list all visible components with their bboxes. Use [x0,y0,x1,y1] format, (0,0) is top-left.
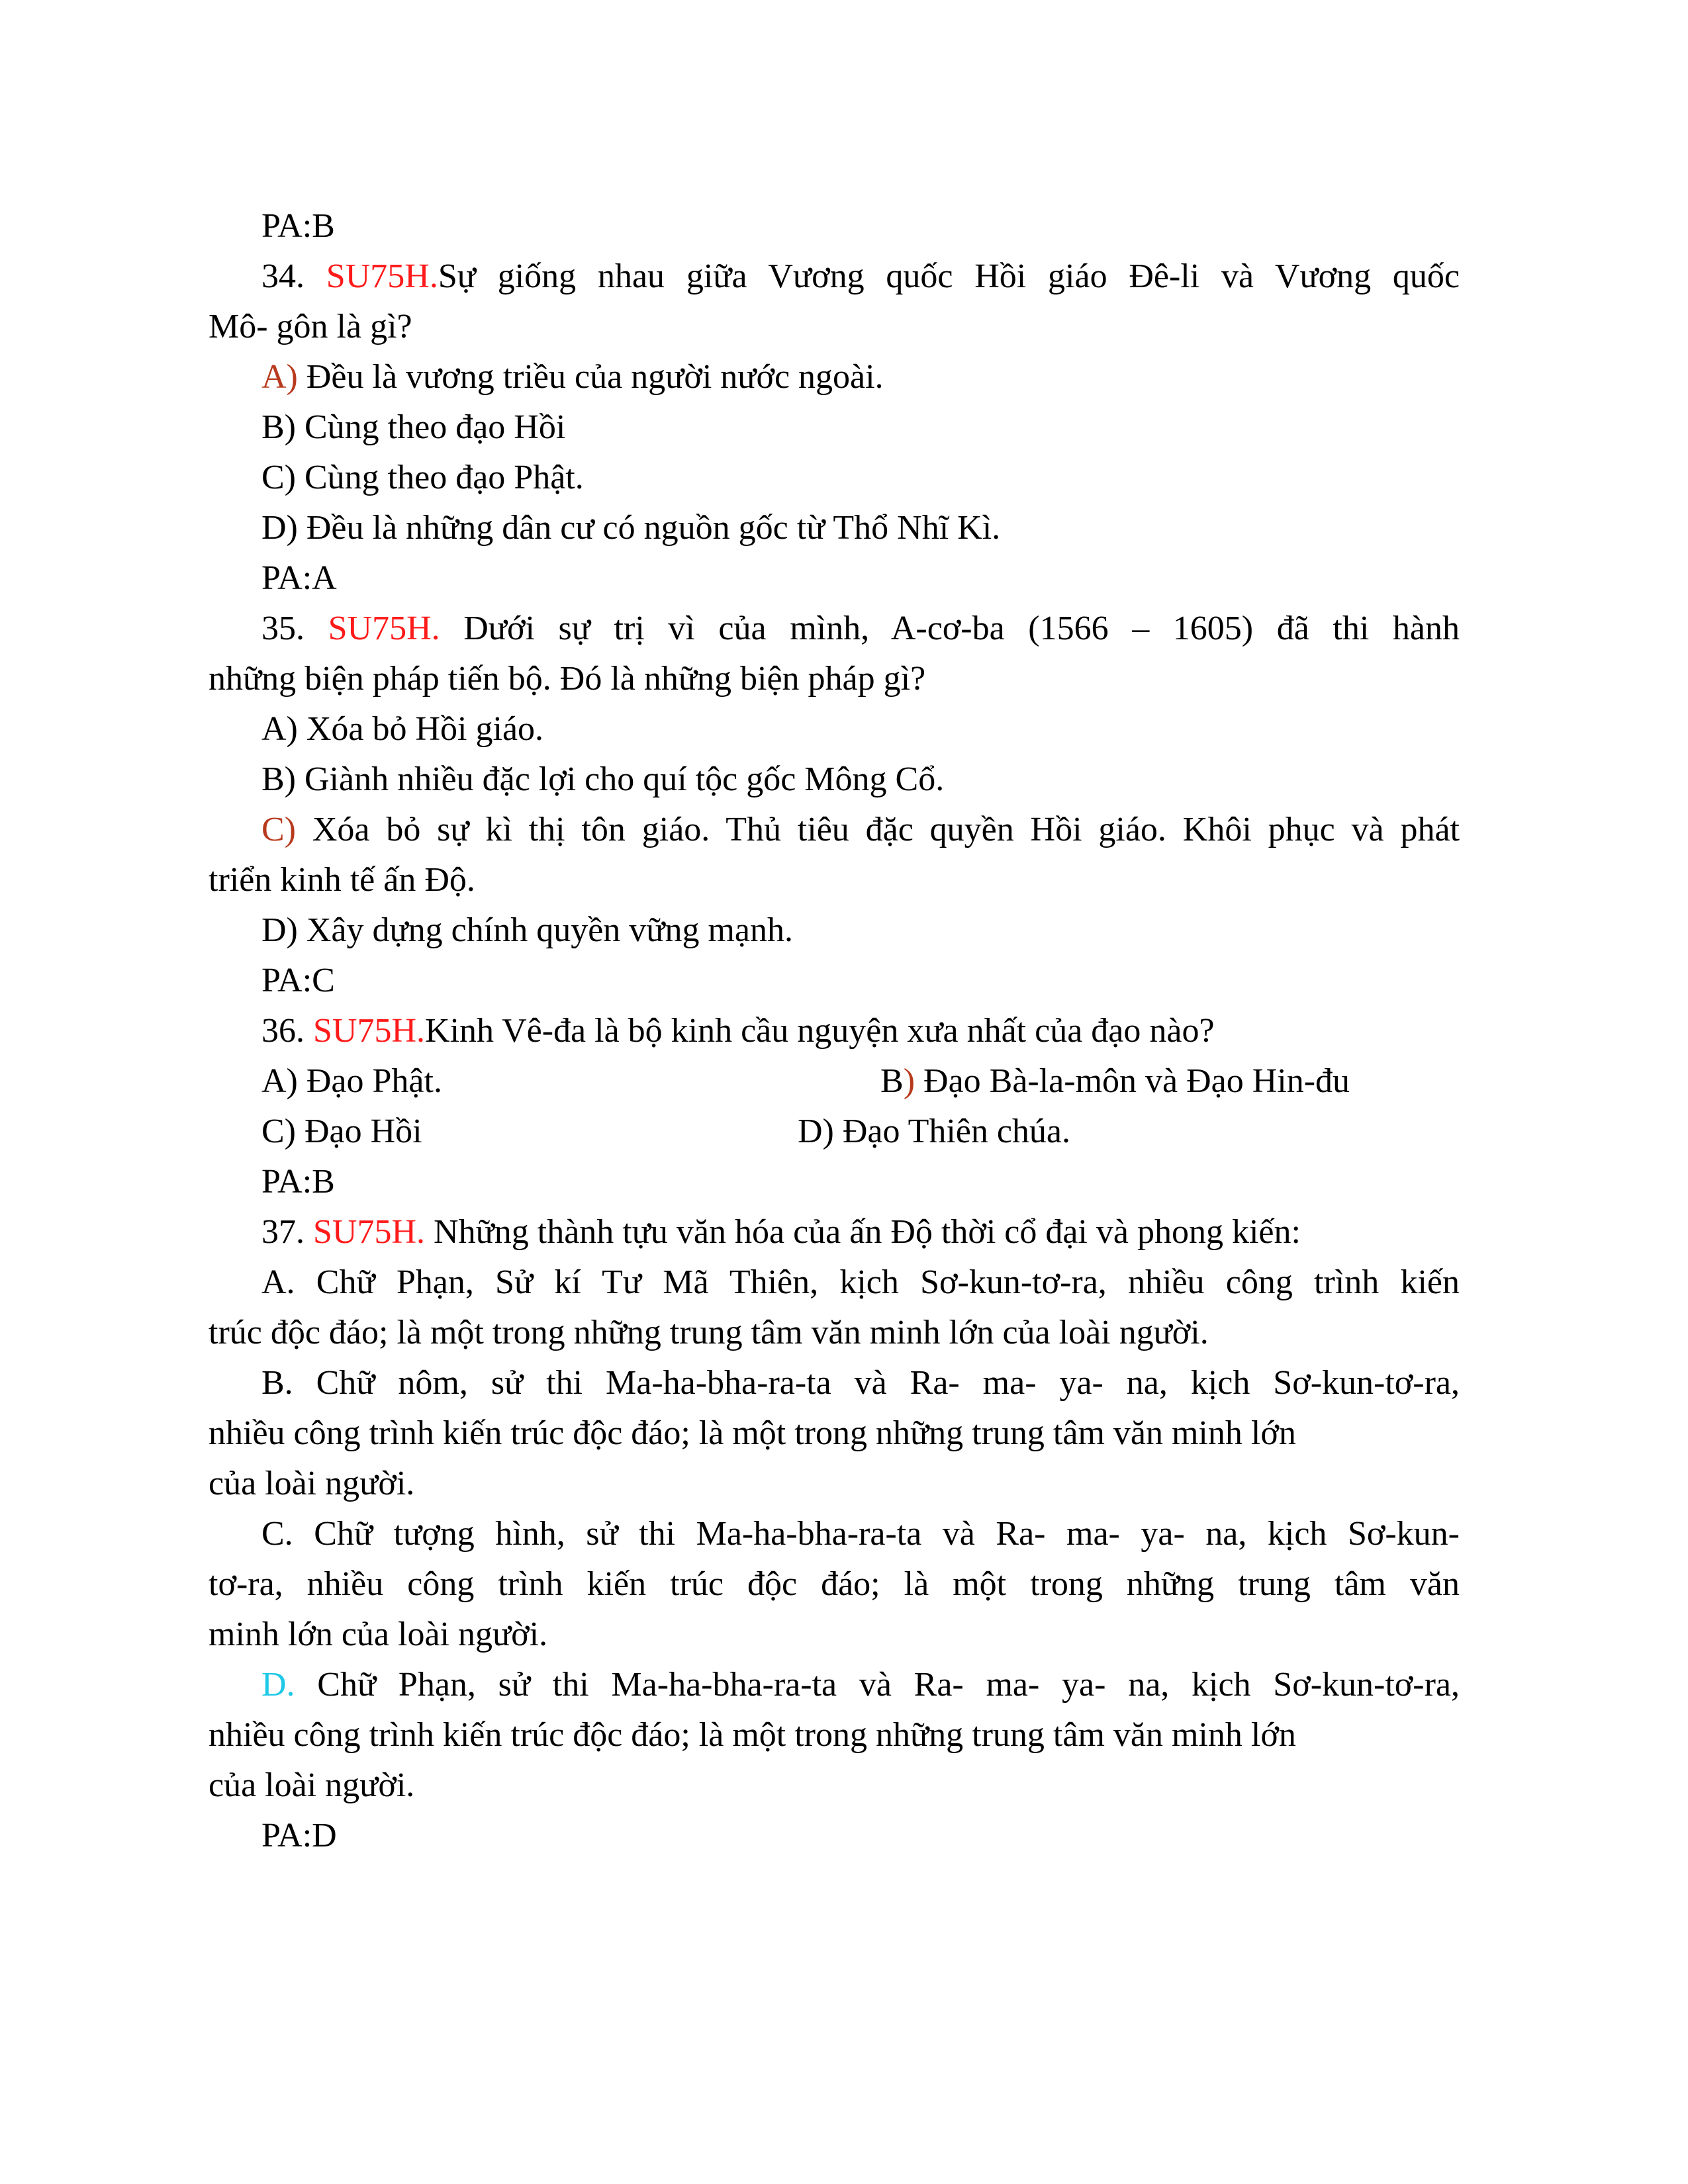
q34-stem-line1 [261,257,1460,296]
q37-option-d-line2: nhiều công trình kiến trúc độc đáo; là một trong những trung tâm văn minh lớn [209,1716,1296,1754]
q36-answer: PA:B [261,1163,335,1201]
q34-number: 34. [261,257,326,295]
prev-answer: PA:B [261,207,335,245]
q34-code: SU75H. [326,257,438,295]
q34-option-b: B) Cùng theo đạo Hồi [261,408,566,446]
q34-text-line2: Mô- gôn là gì? [209,308,412,345]
q37-option-c-line3: minh lớn của loài người. [209,1615,548,1653]
q37-text: Những thành tựu văn hóa của ấn Độ thời cổ đại và phong kiến: [425,1213,1301,1251]
q34-option-a [261,357,1460,397]
q37-number: 37. [261,1213,313,1251]
q37-option-c-line1: C. Chữ tượng hình, sử thi Ma-ha-bha-ra-ta và Ra- ma- ya- na, kịch Sơ-kun- [261,1515,1460,1553]
q34-a-marker: A) [261,358,298,396]
q36-text: Kinh Vê-đa là bộ kinh cầu nguyện xưa nhất của đạo nào? [425,1012,1215,1050]
q37-option-b-line3: của loài người. [209,1465,415,1502]
q36-b-marker: ) [903,1062,915,1100]
q34-text-line1: Sự giống nhau giữa Vương quốc Hồi giáo Đê-li và Vương quốc [438,257,1460,295]
q35-c-text-line1: Xóa bỏ sự kì thị tôn giáo. Thủ tiêu đặc quyền Hồi giáo. Khôi phục và phát [296,811,1460,848]
q37-code: SU75H. [313,1213,426,1251]
q36-option-d: D) Đạo Thiên chúa. [798,1113,1071,1150]
q35-option-b: B) Giành nhiều đặc lợi cho quí tộc gốc Mông Cổ. [261,760,945,798]
q35-c-marker: C) [261,811,296,848]
q35-option-d: D) Xây dựng chính quyền vững mạnh. [261,911,794,949]
q35-option-c [261,810,1460,850]
q35-c-text-line2: triển kinh tế ấn Độ. [209,861,475,899]
q34-option-c: C) Cùng theo đạo Phật. [261,459,584,496]
q36-code: SU75H. [313,1012,426,1050]
q37-d-marker: D. [261,1666,295,1704]
q36-option-c: C) Đạo Hồi [261,1113,422,1150]
q35-option-a: A) Xóa bỏ Hồi giáo. [261,710,544,748]
q35-answer: PA:C [261,962,335,999]
q36-stem [261,1011,1460,1051]
q37-stem [261,1212,1460,1252]
q34-answer: PA:A [261,559,337,597]
q35-text-line2: những biện pháp tiến bộ. Đó là những biện pháp gì? [209,660,926,698]
q36-b-letter: B [880,1062,904,1100]
q37-option-a-line1: A. Chữ Phạn, Sử kí Tư Mã Thiên, kịch Sơ-kun-tơ-ra, nhiều công trình kiến [261,1263,1460,1301]
q37-option-d-line1 [261,1665,1460,1705]
q35-code: SU75H. [328,610,440,647]
q34-option-d: D) Đều là những dân cư có nguồn gốc từ Thổ Nhĩ Kì. [261,509,1001,547]
q36-option-b [880,1062,1350,1101]
q35-text-line1: Dưới sự trị vì của mình, A-cơ-ba (1566 – 1605) đã thi hành [440,610,1460,647]
q37-option-b-line1: B. Chữ nôm, sử thi Ma-ha-bha-ra-ta và Ra- ma- ya- na, kịch Sơ-kun-tơ-ra, [261,1364,1460,1402]
q36-number: 36. [261,1012,313,1050]
q37-option-d-line3: của loài người. [209,1766,415,1804]
q35-stem-line1 [261,609,1460,649]
q36-option-a: A) Đạo Phật. [261,1062,442,1100]
q37-answer: PA:D [261,1817,337,1854]
q37-option-b-line2: nhiều công trình kiến trúc độc đáo; là một trong những trung tâm văn minh lớn [209,1414,1296,1452]
q37-d-text-line1: Chữ Phạn, sử thi Ma-ha-bha-ra-ta và Ra- ma- ya- na, kịch Sơ-kun-tơ-ra, [295,1666,1460,1704]
q36-b-text: Đạo Bà-la-môn và Đạo Hin-đu [915,1062,1350,1100]
q37-option-a-line2: trúc độc đáo; là một trong những trung tâm văn minh lớn của loài người. [209,1314,1209,1351]
q37-option-c-line2: tơ-ra, nhiều công trình kiến trúc độc đáo; là một trong những trung tâm văn [209,1565,1460,1603]
q34-a-text: Đều là vương triều của người nước ngoài. [297,358,884,396]
q35-number: 35. [261,610,328,647]
